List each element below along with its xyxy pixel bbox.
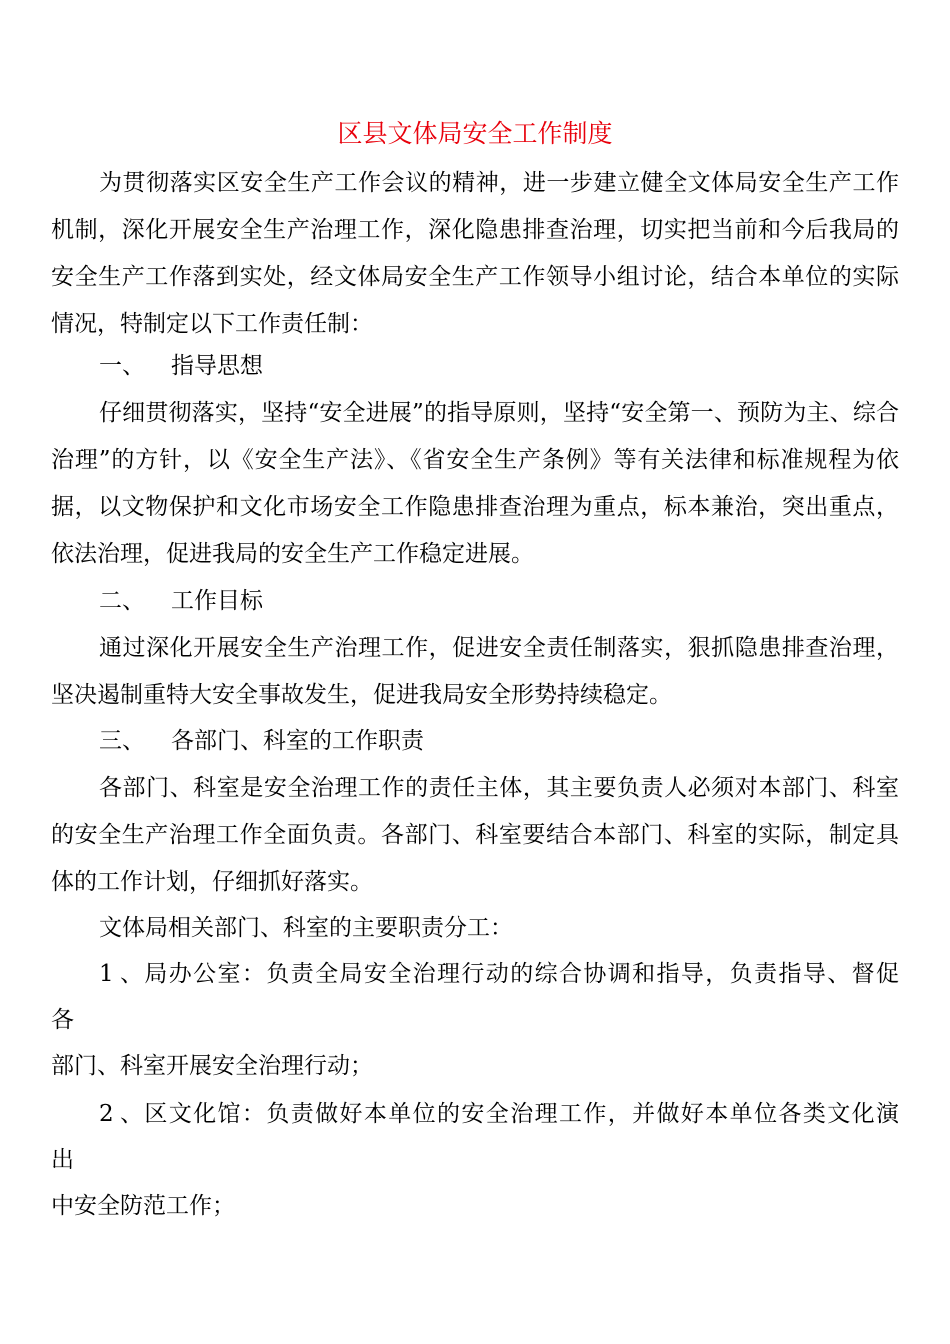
item-1-line-2: 各 [51, 1007, 74, 1033]
item-2-number: 2、 [99, 1101, 143, 1127]
section-title-3: 各部门、科室的工作职责 [171, 728, 424, 754]
division-intro: 文体局相关部门、科室的主要职责分工： [99, 915, 513, 941]
item-2-line-3: 中安全防范工作； [51, 1193, 235, 1219]
section-heading-3 [99, 718, 424, 765]
section-body-1: 仔细贯彻落实，坚持“安全进展”的指导原则，坚持“安全第一、预防为主、综合治理”的方针，以《安全生产法》、《省安全生产条例》等有关法律和标准规程为依据，以文物保护和文化市场安全工作隐患排查治理为重点，标本兼治，突出重点，依法治理，促进我局的安全生产工作稳定进展。 [51, 400, 899, 567]
section-number-1: 一、 [99, 353, 145, 379]
item-2-text: 区文化馆：负责做好本单位的安全治理工作，并做好本单位各类文化演 [143, 1101, 899, 1127]
item-1-text: 局办公室：负责全局安全治理行动的综合协调和指导，负责指导、督促 [143, 961, 899, 987]
item-1-number: 1、 [99, 961, 143, 987]
section-title-1: 指导思想 [171, 353, 263, 379]
item-1-line-3: 部门、科室开展安全治理行动； [51, 1053, 373, 1079]
section-body-2: 通过深化开展安全生产治理工作，促进安全责任制落实，狠抓隐患排查治理，坚决遏制重特大安全事故发生，促进我局安全形势持续稳定。 [51, 635, 899, 708]
section-heading-2 [99, 578, 263, 625]
item-2-line-1 [99, 1091, 899, 1138]
section-heading-1 [99, 343, 263, 390]
item-1-line-1 [99, 951, 899, 998]
section-number-3: 三、 [99, 728, 145, 754]
intro-paragraph: 为贯彻落实区安全生产工作会议的精神，进一步建立健全文体局安全生产工作机制，深化开展安全生产治理工作，深化隐患排查治理，切实把当前和今后我局的安全生产工作落到实处，经文体局安全生产工作领导小组讨论，结合本单位的实际情况，特制定以下工作责任制： [51, 170, 899, 337]
section-body-3: 各部门、科室是安全治理工作的责任主体，其主要负责人必须对本部门、科室的安全生产治理工作全面负责。各部门、科室要结合本部门、科室的实际，制定具体的工作计划，仔细抓好落实。 [51, 775, 899, 895]
section-title-2: 工作目标 [171, 588, 263, 614]
item-2-line-2: 出 [51, 1147, 74, 1173]
section-number-2: 二、 [99, 588, 145, 614]
document-title: 区县文体局安全工作制度 [337, 119, 613, 148]
